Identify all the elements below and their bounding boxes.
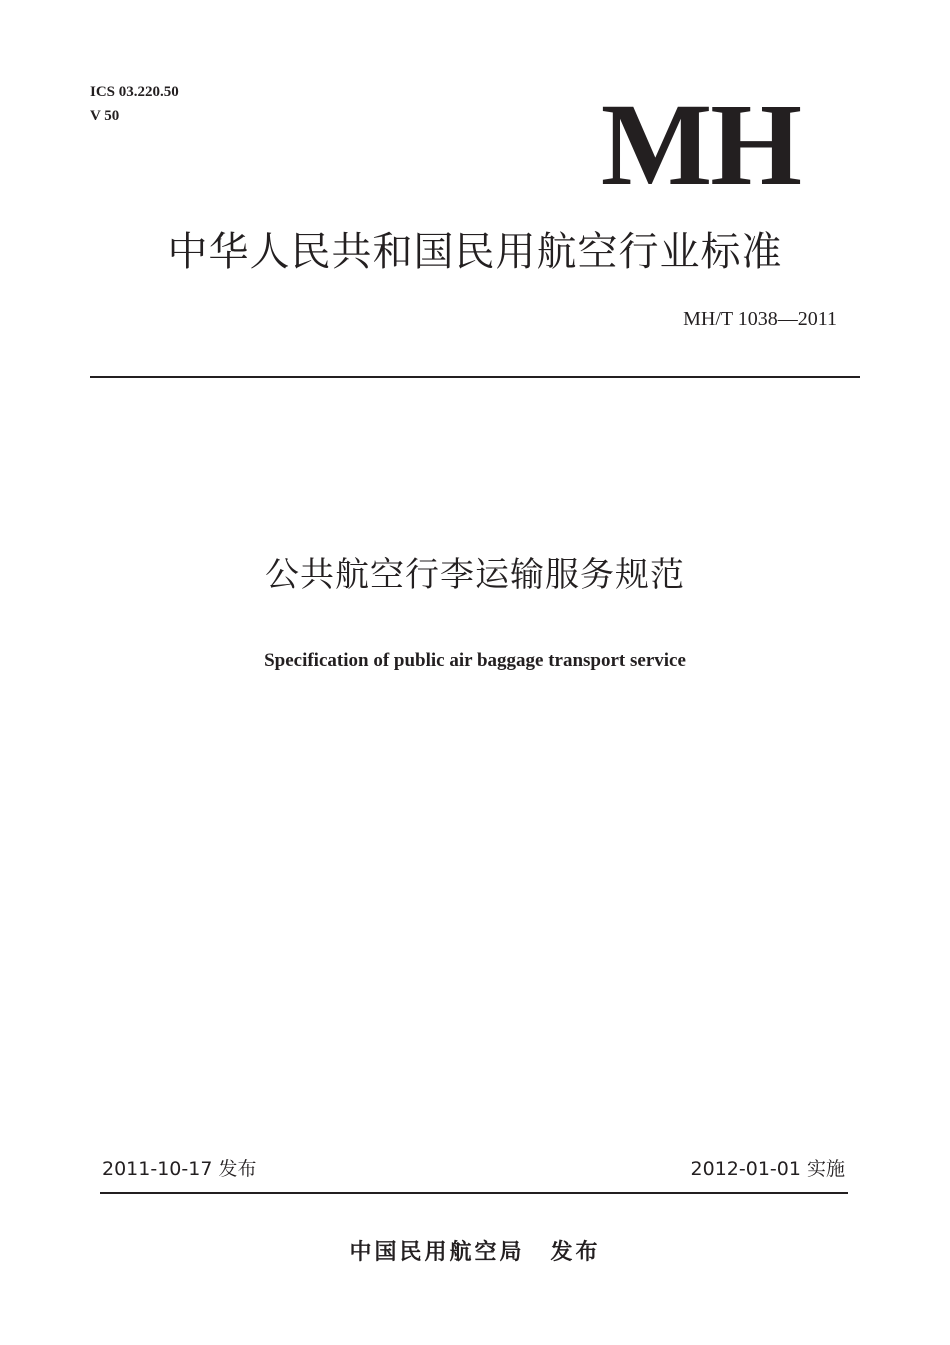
standard-code: MH/T 1038—2011 [683, 308, 837, 330]
standard-category-title: 中华人民共和国民用航空行业标准 [167, 229, 783, 275]
top-divider [90, 376, 860, 378]
document-title-en: Specification of public air baggage transport service [264, 650, 686, 671]
bottom-divider [100, 1192, 848, 1194]
issuer-org: 中国民用航空局 [349, 1240, 525, 1265]
issuer-action: 发布 [550, 1240, 601, 1265]
issuer-line [0, 1236, 950, 1270]
implementation-date: 2012-01-01 实施 [690, 1158, 845, 1180]
issue-date: 2011-10-17 发布 [102, 1158, 257, 1180]
document-title-cn: 公共航空行李运输服务规范 [265, 555, 685, 595]
ccs-code: V 50 [90, 108, 120, 124]
ics-code: ICS 03.220.50 [90, 84, 179, 100]
mh-logo: MH [600, 79, 800, 210]
